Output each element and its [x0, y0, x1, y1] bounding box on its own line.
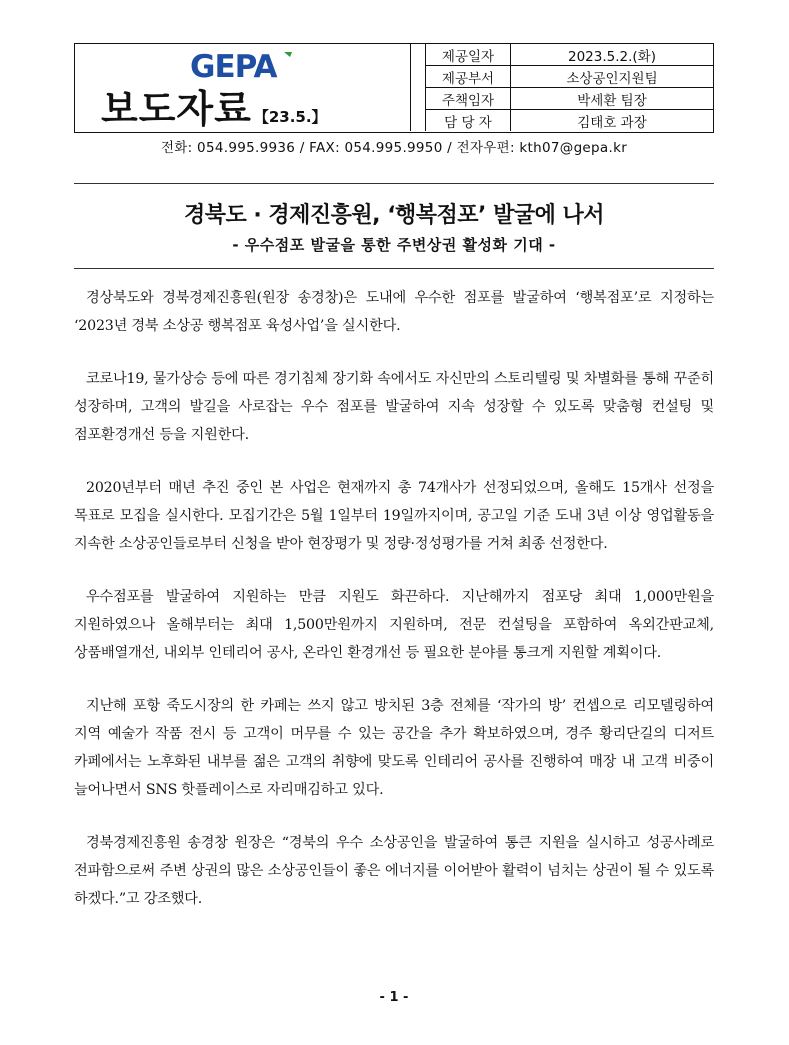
paragraph: 2020년부터 매년 추진 중인 본 사업은 현재까지 총 74개사가 선정되었으며, 올해도 15개사 선정을 목표로 모집을 실시한다. 모집기간은 5월 1일부터 19일까지이며, 공고일 기준 도내 3년 이상 영업활동을 지속한 소상공인들로부터 신청을 받아 현장평가 및 정량·정성평가를 거쳐 최종 선정한다. — [74, 480, 714, 552]
gepa-logo — [188, 48, 308, 82]
meta-value: 2023.5.2.(화) — [511, 44, 714, 66]
meta-row — [426, 44, 714, 66]
meta-row — [426, 110, 714, 132]
meta-label: 제공부서 — [426, 66, 511, 88]
meta-row — [426, 88, 714, 110]
headline: 경북도 · 경제진흥원, ‘행복점포’ 발굴에 나서 — [183, 203, 604, 228]
paragraph: 경상북도와 경북경제진흥원(원장 송경창)은 도내에 우수한 점포를 발굴하여 ‘행복점포’로 지정하는 ‘2023년 경북 소상공 행복점포 육성사업’을 실시한다. — [74, 290, 714, 334]
page-number: - 1 - — [379, 990, 409, 1005]
divider-bottom — [74, 268, 714, 269]
contact-line: 전화: 054.995.9936 / FAX: 054.995.9950 / 전자우편: kth07@gepa.kr — [160, 140, 628, 156]
meta-label: 제공일자 — [426, 44, 511, 66]
paragraph: 우수점포를 발굴하여 지원하는 만큼 지원도 화끈하다. 지난해까지 점포당 최대 1,000만원을 지원하였으나 올해부터는 최대 1,500만원까지 지원하며, 전문 컨설팅을 포함하여 옥외간판교체, 상품배열개선, 내외부 인테리어 공사, 온라인 환경개선 등 필요한 분야를 통크게 지원할 계획이다. — [74, 589, 714, 661]
paragraph: 경북경제진흥원 송경창 원장은 “경북의 우수 소상공인을 발굴하여 통큰 지원을 실시하고 성공사례로 전파함으로써 주변 상권의 많은 소상공인들이 좋은 에너지를 이어받아 활력이 넘치는 상권이 될 수 있도록 하겠다.”고 강조했다. — [74, 835, 714, 907]
meta-label: 주책임자 — [426, 88, 511, 110]
article-body — [74, 284, 714, 938]
doc-type-label: 보도자료 — [101, 87, 252, 131]
subheadline: - 우수점포 발굴을 통한 주변상권 활성화 기대 - — [232, 236, 556, 254]
meta-value: 박세환 팀장 — [511, 88, 714, 110]
paragraph: 지난해 포항 죽도시장의 한 카페는 쓰지 않고 방치된 3층 전체를 ‘작가의 방’ 컨셉으로 리모델링하여 지역 예술가 작품 전시 등 고객이 머무를 수 있는 공간을 추가 확보하였으며, 경주 황리단길의 디저트 카페에서는 노후화된 내부를 젊은 고객의 취향에 맞도록 인테리어 공사를 진행하여 매장 내 고객 비중이 늘어나면서 SNS 핫플레이스로 자리매김하고 있다. — [74, 698, 714, 798]
paragraph: 코로나19, 물가상승 등에 따른 경기침체 장기화 속에서도 자신만의 스토리텔링 및 차별화를 통해 꾸준히 성장하며, 고객의 발길을 사로잡는 우수 점포를 발굴하여 지속 성장할 수 있도록 맞춤형 컨설팅 및 점포환경개선 등을 지원한다. — [74, 371, 714, 443]
brand-block — [75, 44, 411, 131]
svg-text:GEPA: GEPA — [190, 49, 277, 82]
meta-label: 담 당 자 — [426, 110, 511, 132]
issue-label: 【23.5.】 — [253, 108, 327, 126]
meta-value: 소상공인지원팀 — [511, 66, 714, 88]
meta-row — [426, 66, 714, 88]
meta-value: 김태호 과장 — [511, 110, 714, 132]
release-meta-table — [425, 44, 713, 131]
divider-top — [74, 183, 714, 184]
doc-type-title — [101, 78, 327, 131]
header-box — [74, 43, 714, 133]
